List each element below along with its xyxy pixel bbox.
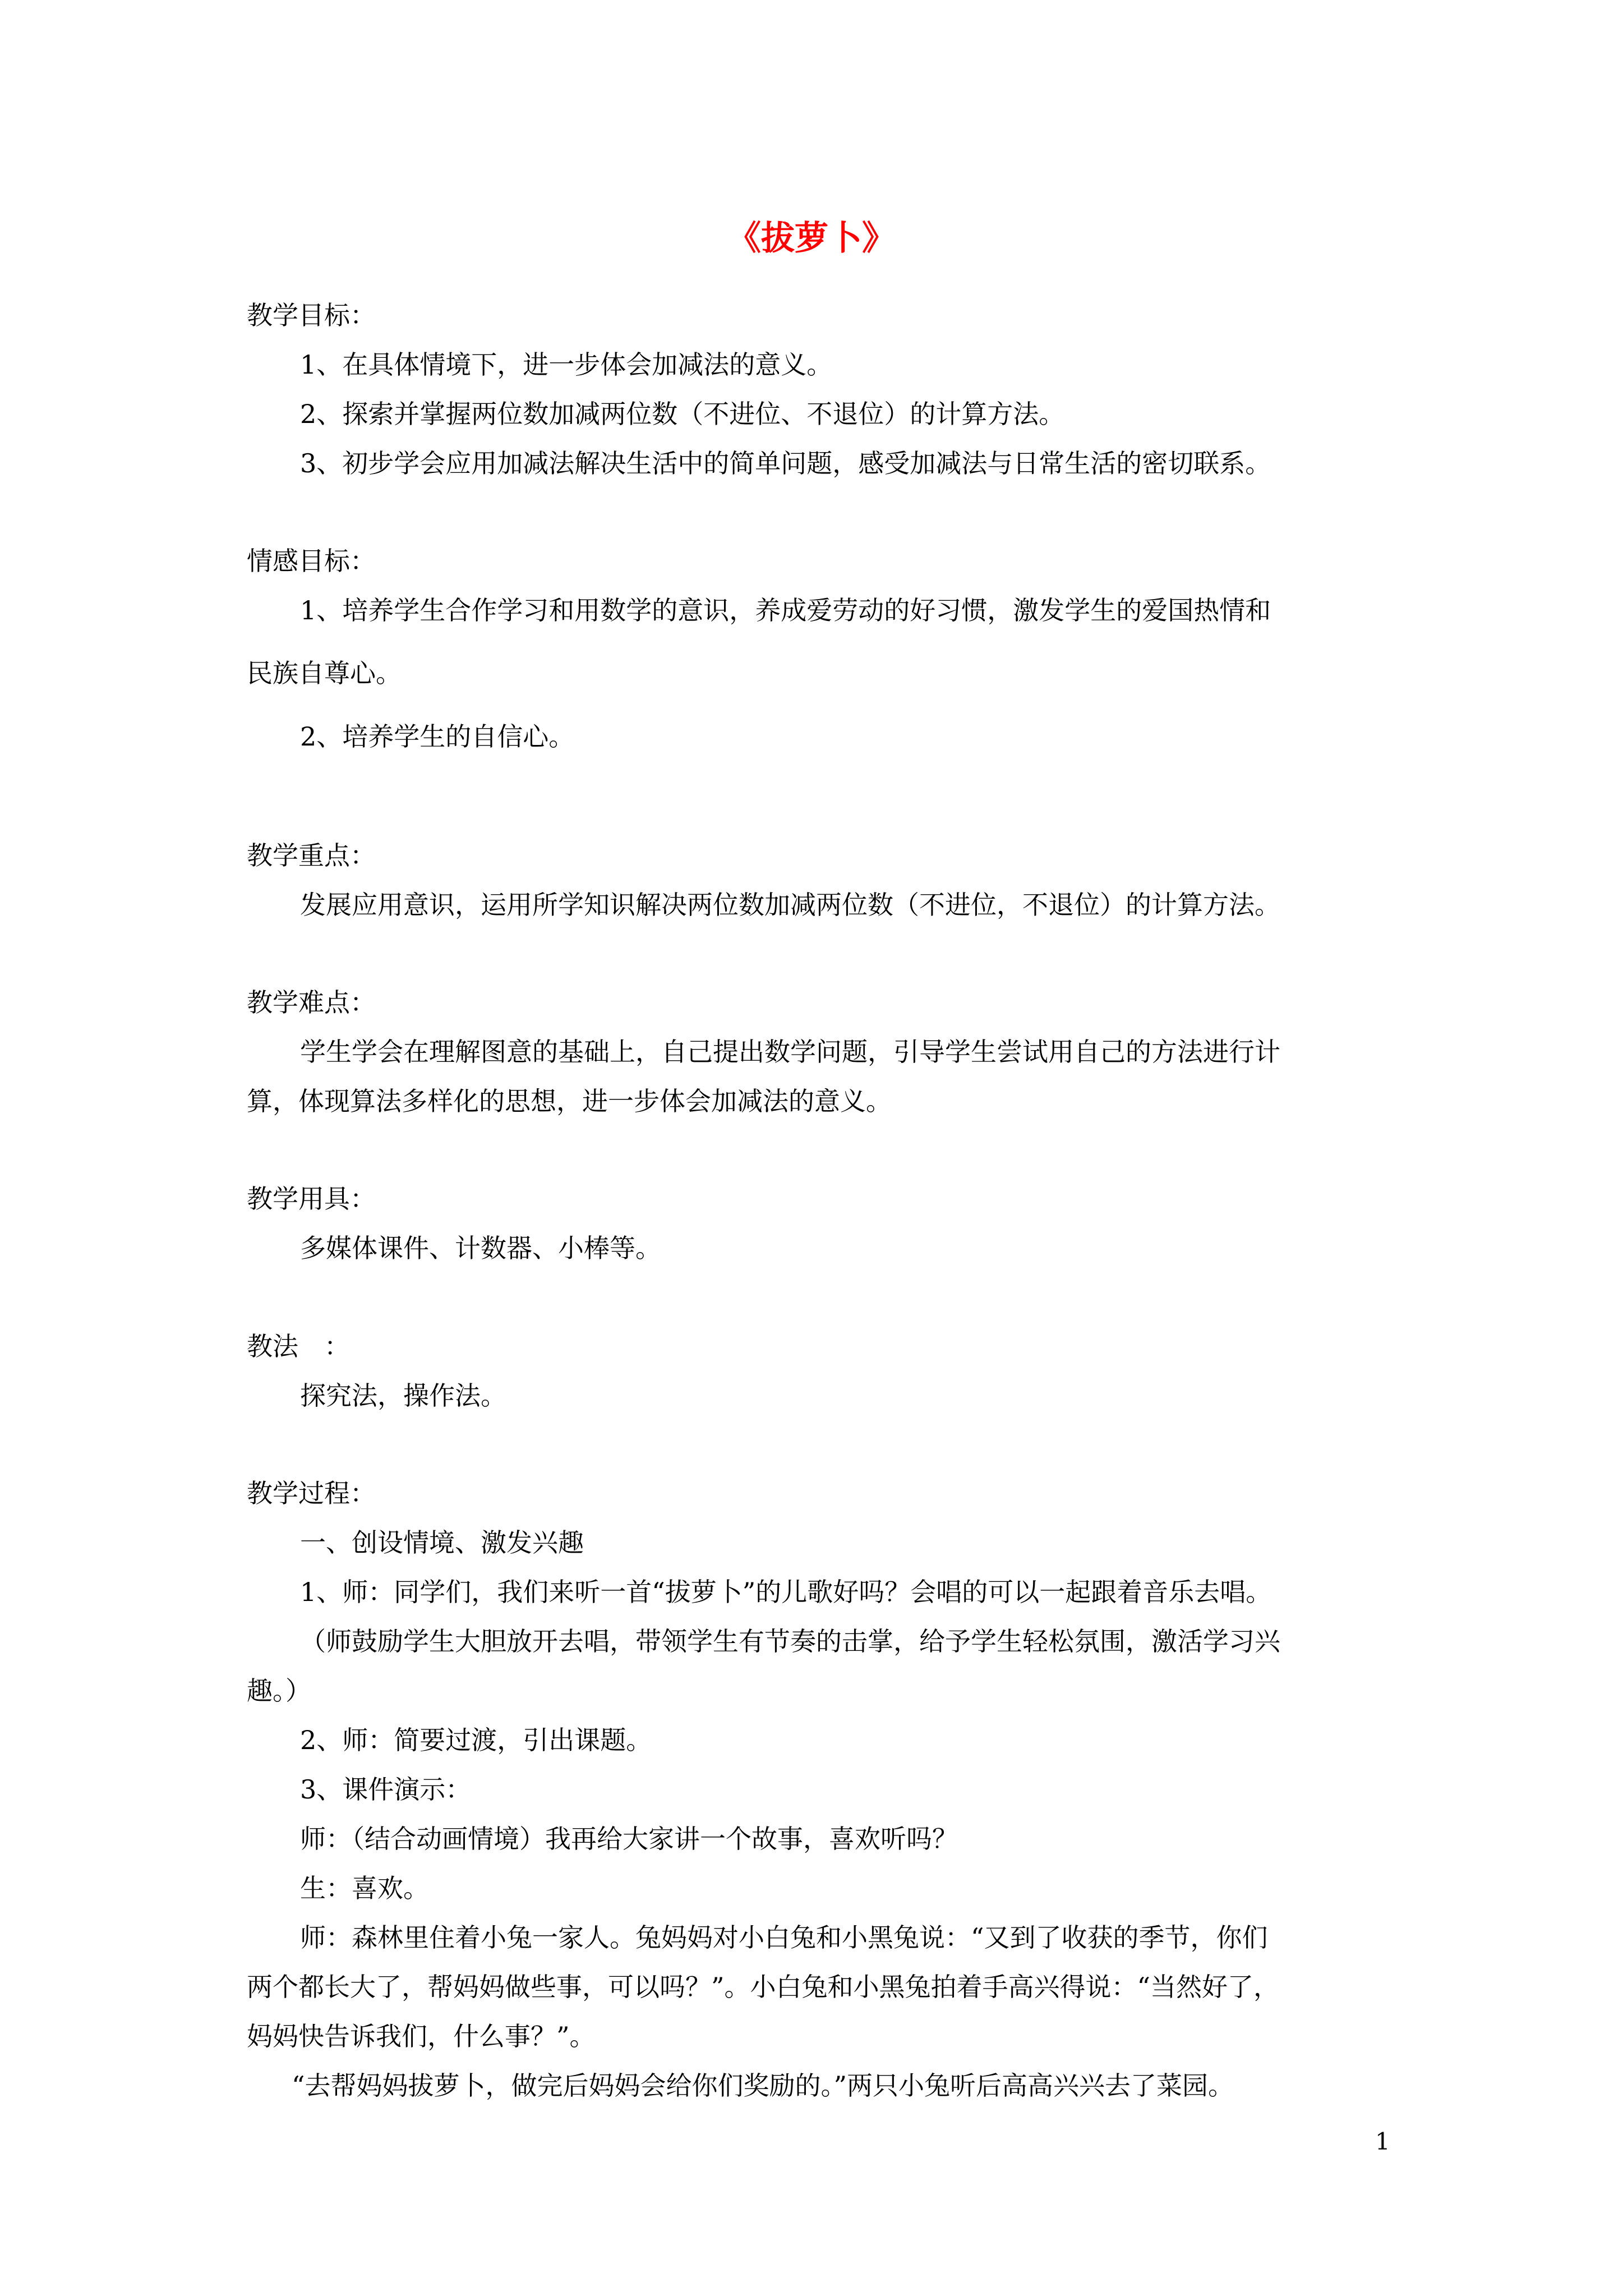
difficulties-line-1: 学生学会在理解图意的基础上，自己提出数学问题，引导学生尝试用自己的方法进行计 (300, 1037, 1280, 1067)
tools-heading: 教学用具： (247, 1184, 376, 1214)
process-note-line-1: （师鼓励学生大胆放开去唱，带领学生有节奏的击掌，给予学生轻松氛围，激活学习兴 (300, 1626, 1280, 1657)
dialogue-line-1: 师：（结合动画情境）我再给大家讲一个故事，喜欢听吗？ (300, 1824, 958, 1854)
goal-item-1: 1、在具体情境下，进一步体会加减法的意义。 (300, 349, 833, 380)
emotion-item-1-line-1: 1、培养学生合作学习和用数学的意识，养成爱劳动的好习惯，激发学生的爱国热情和 (300, 595, 1271, 625)
key-points-heading: 教学重点： (247, 840, 376, 871)
goals-heading: 教学目标： (247, 300, 376, 330)
dialogue-line-3-part-1: 师：森林里住着小兔一家人。兔妈妈对小白兔和小黑兔说：“又到了收获的季节，你们 (300, 1922, 1268, 1953)
document-title: 《拔萝卜》 (727, 219, 896, 258)
process-paragraph-1: 1、师：同学们，我们来听一首“拔萝卜”的儿歌好吗？会唱的可以一起跟着音乐去唱。 (300, 1577, 1272, 1607)
goal-item-3: 3、初步学会应用加减法解决生活中的简单问题，感受加减法与日常生活的密切联系。 (300, 448, 1271, 478)
tools-text: 多媒体课件、计数器、小棒等。 (300, 1233, 661, 1263)
process-paragraph-3: 3、课件演示： (300, 1774, 472, 1805)
goal-item-2: 2、探索并掌握两位数加减两位数（不进位、不退位）的计算方法。 (300, 399, 1065, 429)
process-heading: 教学过程： (247, 1478, 376, 1508)
emotion-heading: 情感目标： (247, 546, 376, 576)
dialogue-line-2: 生：喜欢。 (300, 1873, 429, 1903)
dialogue-line-3-part-3: 妈妈快告诉我们，什么事？”。 (247, 2021, 596, 2051)
page-number: 1 (1375, 2128, 1390, 2155)
dialogue-line-3-part-2: 两个都长大了，帮妈妈做些事，可以吗？”。小白兔和小黑兔拍着手高兴得说：“当然好了， (247, 1972, 1280, 2002)
dialogue-line-4: “去帮妈妈拔萝卜，做完后妈妈会给你们奖励的。”两只小兔听后高高兴兴去了菜园。 (292, 2070, 1234, 2101)
process-paragraph-2: 2、师：简要过渡，引出课题。 (300, 1725, 652, 1755)
emotion-item-1-line-2: 民族自尊心。 (247, 658, 402, 688)
difficulties-heading: 教学难点： (247, 987, 376, 1018)
emotion-item-2: 2、培养学生的自信心。 (300, 721, 575, 752)
methods-heading: 教法 ： (247, 1331, 350, 1361)
difficulties-line-2: 算，体现算法多样化的思想，进一步体会加减法的意义。 (247, 1086, 892, 1116)
key-points-text: 发展应用意识，运用所学知识解决两位数加减两位数（不进位，不退位）的计算方法。 (300, 890, 1280, 920)
process-note-line-2: 趣。） (247, 1676, 311, 1706)
methods-text: 探究法，操作法。 (300, 1381, 506, 1411)
process-section-1: 一、创设情境、激发兴趣 (300, 1527, 584, 1558)
